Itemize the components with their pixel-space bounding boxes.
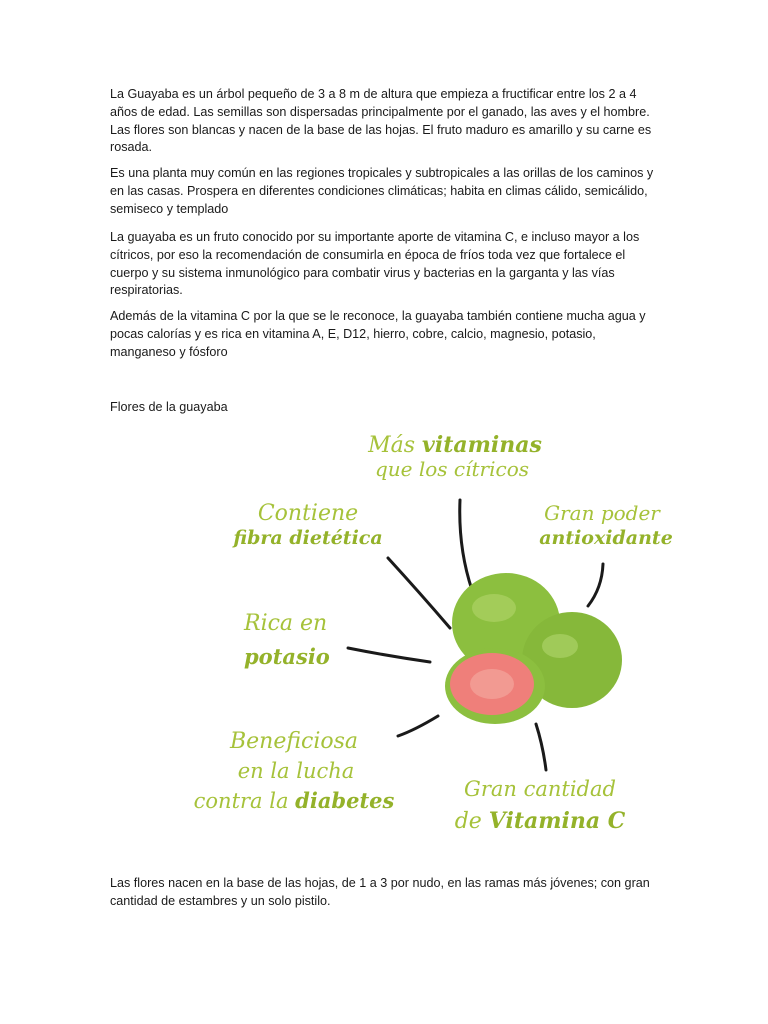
paragraph-vitamin-c: La guayaba es un fruto conocido por su importante aporte de vitamina C, e incluso mayor a los cítricos, por eso la recomendación de consumirla en época de fríos toda vez que fortalece el cuerpo y su sistema inmunológico para combatir virus y bacterias en la garganta y las vías respiratorias. (110, 230, 640, 298)
benefit-fibra-line1: Contiene (257, 501, 359, 526)
paragraph-flowers: Las flores nacen en la base de las hojas, de 1 a 3 por nudo, en las ramas más jóvenes; con gran cantidad de estambres y un solo pistilo. (110, 876, 650, 908)
benefit-diabetes-line1: Beneficiosa (229, 729, 359, 754)
benefit-antioxidante-line1: Gran poder (544, 501, 660, 525)
line-vitaminas (460, 500, 472, 590)
benefit-antioxidante-line2: antioxidante (539, 527, 673, 549)
paragraph-description: La Guayaba es un árbol pequeño de 3 a 8 m de altura que empieza a fructificar entre los 2 a 4 años de edad. Las semillas son dispersadas principalmente por el ganado, las aves y el hombre. Las flores son blancas y nacen de la base de las hojas. El fruto maduro es amarillo y su carne es rosada. (110, 87, 652, 155)
paragraph-habitat: Es una planta muy común en las regiones tropicales y subtropicales a las orillas de los caminos y en las casas. Prospera en diferentes condiciones climáticas; habita en climas cálido, semicálido, semiseco y templado (110, 166, 654, 216)
guava-half-core (470, 669, 514, 699)
benefit-vitaminas-line2: que los cítricos (374, 457, 530, 481)
figure-caption: Flores de la guayaba (110, 400, 228, 414)
benefit-potasio-line2: potasio (244, 644, 330, 669)
line-vitamina-c (536, 724, 546, 770)
infographic-svg (193, 418, 690, 848)
benefit-vitamina-c-line1: Gran cantidad (464, 777, 616, 801)
line-fibra (388, 558, 450, 628)
paragraph-nutrients: Además de la vitamina C por la que se le reconoce, la guayaba también contiene mucha agua y pocas calorías y es rica en vitamina A, E, D12, hierro, cobre, calcio, magnesio, potasio, manganeso y fósforo (110, 309, 646, 359)
guava-benefits-infographic (193, 418, 690, 848)
line-antioxidante (588, 564, 603, 606)
benefit-potasio-line1: Rica en (244, 611, 328, 636)
benefit-diabetes-line3: contra la diabetes (193, 788, 395, 813)
benefit-vitamina-c-line2: de Vitamina C (454, 808, 626, 834)
guava-highlight-right (542, 634, 578, 658)
benefit-vitaminas-line1: Más vitaminas (368, 432, 542, 458)
line-potasio (348, 648, 430, 662)
benefit-fibra-line2: fibra dietética (233, 527, 383, 549)
line-diabetes (398, 716, 438, 736)
benefit-diabetes-line2: en la lucha (237, 759, 355, 783)
guava-highlight (472, 594, 516, 622)
